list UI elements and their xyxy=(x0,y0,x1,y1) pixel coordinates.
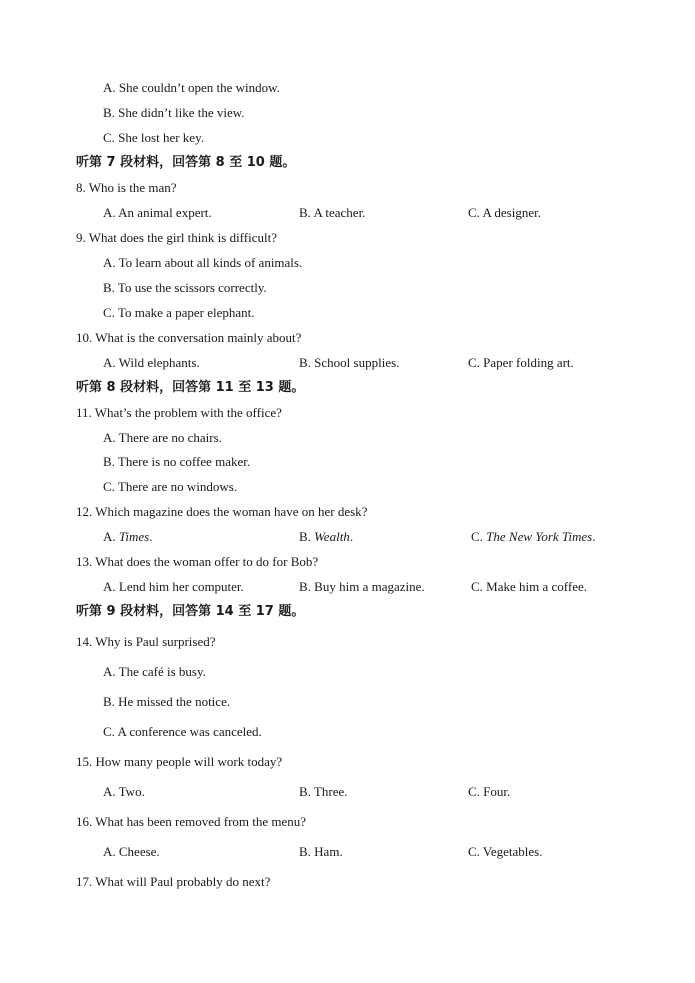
q10-option-b: B. School supplies. xyxy=(299,355,400,370)
q13-option-b: B. Buy him a magazine. xyxy=(299,579,425,594)
q12-option-b-suffix: . xyxy=(349,529,354,544)
q15-option-b: B. Three. xyxy=(299,784,348,799)
q8-option-a: A. An animal expert. xyxy=(103,205,212,220)
q12-option-a-prefix: A. xyxy=(103,529,119,544)
q12-option-c-title: The New York Times xyxy=(486,529,593,544)
q12-option-b xyxy=(299,529,353,545)
q9-option-a: A. To learn about all kinds of animals. xyxy=(103,255,303,270)
q16-stem: 16. What has been removed from the menu? xyxy=(76,814,307,829)
q8-stem: 8. Who is the man? xyxy=(76,180,177,195)
q12-option-b-prefix: B. xyxy=(299,529,315,544)
q10-stem: 10. What is the conversation mainly about? xyxy=(76,330,302,345)
q8-option-c: C. A designer. xyxy=(468,205,541,220)
q7-option-b: B. She didn’t like the view. xyxy=(103,105,245,120)
q11-stem: 11. What’s the problem with the office? xyxy=(76,405,282,420)
section-7-heading: 听第 7 段材料，回答第 8 至 10 题。 xyxy=(76,155,296,170)
q9-option-c: C. To make a paper elephant. xyxy=(103,305,255,320)
q14-option-b: B. He missed the notice. xyxy=(103,694,231,709)
q12-option-b-title: Wealth xyxy=(314,529,350,544)
q13-stem: 13. What does the woman offer to do for Bob? xyxy=(76,554,319,569)
q12-option-c-prefix: C. xyxy=(471,529,487,544)
q15-option-a: A. Two. xyxy=(103,784,145,799)
q13-option-a: A. Lend him her computer. xyxy=(103,579,244,594)
q10-option-c: C. Paper folding art. xyxy=(468,355,574,370)
q13-option-c: C. Make him a coffee. xyxy=(471,579,587,594)
q11-option-a: A. There are no chairs. xyxy=(103,430,222,445)
q16-option-c: C. Vegetables. xyxy=(468,844,543,859)
q12-option-c-suffix: . xyxy=(592,529,596,544)
q11-option-c: C. There are no windows. xyxy=(103,479,238,494)
q14-option-a: A. The café is busy. xyxy=(103,664,206,679)
q15-stem: 15. How many people will work today? xyxy=(76,754,283,769)
q12-option-a-title: Times xyxy=(118,529,150,544)
q7-option-c: C. She lost her key. xyxy=(103,130,204,145)
q14-option-c: C. A conference was canceled. xyxy=(103,724,262,739)
q7-option-a: A. She couldn’t open the window. xyxy=(103,80,280,95)
q9-stem: 9. What does the girl think is difficult? xyxy=(76,230,277,245)
q11-option-b: B. There is no coffee maker. xyxy=(103,454,251,469)
q12-option-a xyxy=(103,529,152,545)
q8-option-b: B. A teacher. xyxy=(299,205,366,220)
section-8-heading: 听第 8 段材料，回答第 11 至 13 题。 xyxy=(76,380,305,395)
q12-stem: 12. Which magazine does the woman have on her desk? xyxy=(76,504,368,519)
q16-option-a: A. Cheese. xyxy=(103,844,160,859)
q15-option-c: C. Four. xyxy=(468,784,511,799)
q16-option-b: B. Ham. xyxy=(299,844,343,859)
q17-stem: 17. What will Paul probably do next? xyxy=(76,874,271,889)
q12-option-c xyxy=(471,529,596,545)
q9-option-b: B. To use the scissors correctly. xyxy=(103,280,267,295)
q14-stem: 14. Why is Paul surprised? xyxy=(76,634,216,649)
section-9-heading: 听第 9 段材料，回答第 14 至 17 题。 xyxy=(76,604,305,619)
q10-option-a: A. Wild elephants. xyxy=(103,355,200,370)
q12-option-a-suffix: . xyxy=(149,529,153,544)
